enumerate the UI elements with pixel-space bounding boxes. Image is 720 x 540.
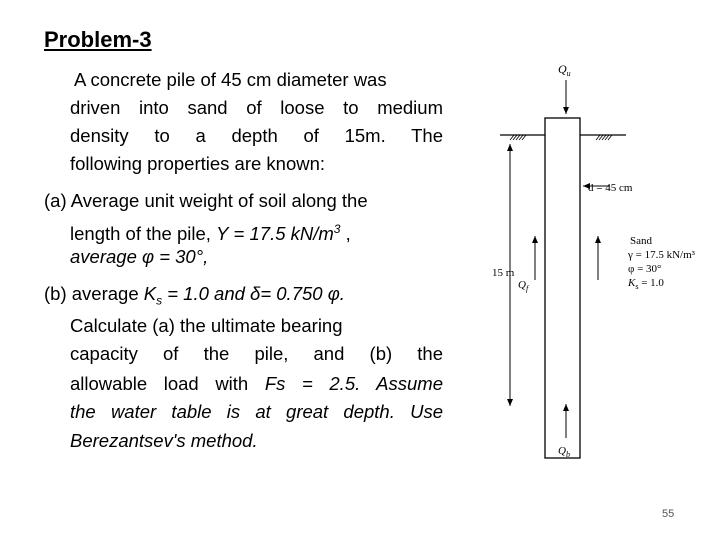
item-b-values: = 1.0 and δ= 0.750 φ. [162, 283, 345, 304]
paragraph-line-3: density to a depth of 15m. The [70, 125, 443, 146]
item-b-prefix: (b) average [44, 283, 144, 304]
cubic-superscript: 3 [333, 222, 341, 236]
qu-label: $Q_u$ [558, 62, 571, 78]
paragraph-line-1: A concrete pile of 45 cm diameter was [74, 69, 387, 90]
unit-weight-formula: Υ = 17.5 kN/m [216, 223, 334, 245]
question-line-5: Berezantsev's method. [70, 430, 258, 451]
problem-title: Problem-3 [44, 27, 152, 52]
question-line-2: capacity of the pile, and (b) the [70, 343, 443, 364]
ks-value: $K_s = 1.0$ [628, 277, 664, 291]
paragraph-line-2: driven into sand of loose to medium [70, 97, 443, 118]
qb-label: $Q_b$ [558, 445, 570, 459]
question-line-3 [70, 372, 443, 396]
paragraph-line-4: following properties are known: [70, 153, 326, 174]
question-line-3-text: allowable load with [70, 373, 265, 394]
pile [545, 118, 580, 458]
ground-hatch-right [596, 135, 612, 140]
factor-of-safety: Fs = 2.5. Assume [264, 373, 443, 394]
ks-symbol: K [143, 283, 157, 304]
qf-label: $Q_f$ [518, 279, 529, 293]
pile-diagram [480, 56, 720, 466]
page-number: 55 [662, 508, 675, 520]
question-line-1: Calculate (a) the ultimate bearing [70, 315, 343, 336]
diameter-label: d = 45 cm [588, 182, 633, 194]
item-b-line [44, 282, 345, 313]
gamma-value: γ = 17.5 kN/m³ [628, 249, 695, 261]
item-a-line-1: (a) Average unit weight of soil along the [44, 190, 368, 211]
item-a-text: length of the pile, [70, 223, 217, 245]
phi-value: φ = 30° [628, 263, 662, 275]
item-a-line-2 [70, 217, 351, 246]
item-a-line-3: average φ = 30°, [70, 246, 209, 267]
question-line-4: the water table is at great depth. Use [70, 401, 443, 422]
ground-hatch-left [510, 135, 526, 140]
item-a-comma: , [340, 223, 351, 245]
soil-name: Sand [630, 235, 652, 247]
ks-subscript: s [156, 293, 163, 308]
depth-label: 15 m [492, 267, 515, 279]
